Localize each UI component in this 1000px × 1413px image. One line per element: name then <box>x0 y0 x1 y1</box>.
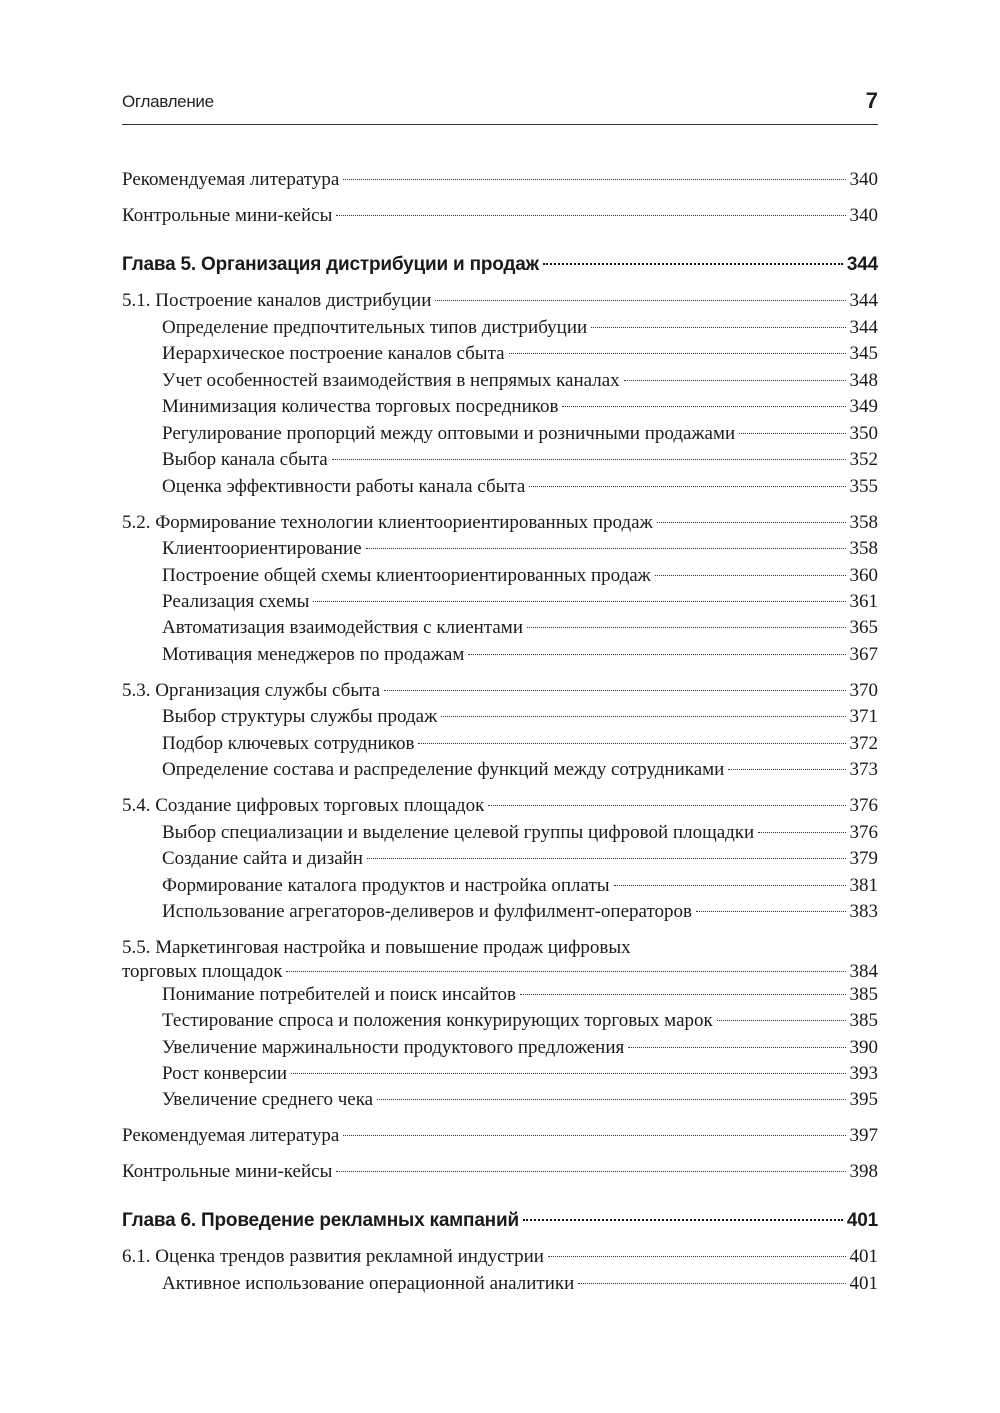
toc-subsection-entry[interactable] <box>122 643 878 667</box>
toc-entry-title: Клиентоориентирование <box>162 538 362 559</box>
header-title: Оглавление <box>122 92 214 111</box>
toc-page-number: 381 <box>849 875 878 896</box>
toc-entry-title: Глава 6. Проведение рекламных кампаний <box>122 1210 519 1231</box>
dot-leader <box>520 994 846 995</box>
toc-page-number: 401 <box>849 1273 878 1294</box>
toc-page-number: 340 <box>849 169 878 190</box>
dot-leader <box>343 179 845 180</box>
dot-leader <box>529 486 845 487</box>
dot-leader <box>543 263 843 265</box>
toc-subsection-entry[interactable] <box>122 900 878 924</box>
toc-entry-title: Понимание потребителей и поиск инсайтов <box>162 984 516 1005</box>
dot-leader <box>591 327 845 328</box>
dot-leader <box>657 522 846 523</box>
toc-section-entry[interactable] <box>122 289 878 313</box>
toc-subsection-entry[interactable] <box>122 537 878 561</box>
toc-page-number: 393 <box>849 1063 878 1084</box>
toc-entry-title: Выбор специализации и выделение целевой группы цифровой площадки <box>162 822 755 843</box>
toc-subsection-entry[interactable] <box>122 821 878 845</box>
toc-entry-title: Рекомендуемая литература <box>122 1125 340 1146</box>
toc-entry-title: Использование агрегаторов-деливеров и фулфилмент-операторов <box>162 901 692 922</box>
dot-leader <box>384 690 845 691</box>
toc-subsection-entry[interactable] <box>122 316 878 340</box>
dot-leader <box>435 300 845 301</box>
toc-entry-title: Контрольные мини-кейсы <box>122 205 333 226</box>
dot-leader <box>336 215 845 216</box>
dot-leader <box>286 971 845 972</box>
dot-leader <box>527 627 846 628</box>
toc-entry-title: Учет особенностей взаимодействия в непрямых каналах <box>162 370 620 391</box>
dot-leader <box>418 743 845 744</box>
toc-chapter-entry[interactable] <box>122 253 878 277</box>
dot-leader <box>739 433 845 434</box>
toc-subsection-entry[interactable] <box>122 342 878 366</box>
dot-leader <box>728 769 845 770</box>
dot-leader <box>758 832 845 833</box>
toc-entry-title: 5.3. Организация службы сбыта <box>122 680 381 701</box>
dot-leader <box>488 805 845 806</box>
toc-entry-title: Тестирование спроса и положения конкурирующих торговых марок <box>162 1010 713 1031</box>
toc-page-number: 376 <box>849 795 878 816</box>
toc-page-number: 344 <box>849 317 878 338</box>
dot-leader <box>377 1099 845 1100</box>
dot-leader <box>578 1283 845 1284</box>
dot-leader <box>655 575 846 576</box>
toc-subsection-entry[interactable] <box>122 1062 878 1086</box>
toc-section-entry[interactable] <box>122 936 878 984</box>
toc-entry-title: Увеличение среднего чека <box>162 1089 374 1110</box>
toc-entry-title: Выбор канала сбыта <box>162 449 328 470</box>
running-header <box>122 88 878 125</box>
dot-leader <box>441 716 845 717</box>
toc-subsection-entry[interactable] <box>122 369 878 393</box>
toc-page-number: 373 <box>849 759 878 780</box>
dot-leader <box>332 459 846 460</box>
toc-page-number: 352 <box>849 449 878 470</box>
toc-entry-title: 5.2. Формирование технологии клиентоориентированных продаж <box>122 512 653 533</box>
dot-leader <box>562 406 845 407</box>
toc-page-number: 355 <box>849 476 878 497</box>
dot-leader <box>548 1256 846 1257</box>
dot-leader <box>509 353 846 354</box>
toc-entry-title: Реализация схемы <box>162 591 310 612</box>
toc-subsection-entry[interactable] <box>122 475 878 499</box>
toc-entry-title: Оценка эффективности работы канала сбыта <box>162 476 526 497</box>
toc-page-number: 358 <box>849 538 878 559</box>
toc-page-number: 385 <box>849 984 878 1005</box>
toc-entry-title: Подбор ключевых сотрудников <box>162 733 415 754</box>
toc-entry-title: Контрольные мини-кейсы <box>122 1161 333 1182</box>
toc-subsection-entry[interactable] <box>122 705 878 729</box>
toc-entry-title: Мотивация менеджеров по продажам <box>162 644 465 665</box>
toc-subsection-entry[interactable] <box>122 448 878 472</box>
toc-entry-title-continued: торговых площадок <box>122 961 283 982</box>
toc-page-number: 370 <box>849 680 878 701</box>
toc-subsection-entry[interactable] <box>122 1088 878 1112</box>
toc-section-entry[interactable] <box>122 679 878 703</box>
toc-entry-title: 5.1. Построение каналов дистрибуции <box>122 290 432 311</box>
toc-page-number: 367 <box>849 644 878 665</box>
toc-page-number: 384 <box>849 961 878 982</box>
toc-page-number: 350 <box>849 423 878 444</box>
toc-subsection-entry[interactable] <box>122 564 878 588</box>
toc-subsection-entry[interactable] <box>122 1009 878 1033</box>
dot-leader <box>523 1219 843 1221</box>
toc-subsection-entry[interactable] <box>122 847 878 871</box>
toc-subsection-entry[interactable] <box>122 590 878 614</box>
dot-leader <box>313 601 845 602</box>
toc-entry-title: Выбор структуры службы продаж <box>162 706 438 727</box>
toc-entry-title: Определение предпочтительных типов дистрибуции <box>162 317 588 338</box>
toc-page-number: 401 <box>846 1210 878 1231</box>
toc-subsection-entry[interactable] <box>122 758 878 782</box>
toc-entry-title: Формирование каталога продуктов и настройка оплаты <box>162 875 610 896</box>
dot-leader <box>624 380 846 381</box>
toc-page-number: 401 <box>849 1246 878 1267</box>
toc-page-number: 348 <box>849 370 878 391</box>
toc-page-number: 390 <box>849 1037 878 1058</box>
toc-page-number: 385 <box>849 1010 878 1031</box>
toc-page-number: 358 <box>849 512 878 533</box>
toc-entry-title: 6.1. Оценка трендов развития рекламной индустрии <box>122 1246 544 1267</box>
dot-leader <box>367 858 846 859</box>
toc-entry-title: Определение состава и распределение функций между сотрудниками <box>162 759 725 780</box>
toc-entry-title: 5.4. Создание цифровых торговых площадок <box>122 795 485 816</box>
toc-entry-title: Рост конверсии <box>162 1063 288 1084</box>
toc-subsection-entry[interactable] <box>122 874 878 898</box>
toc-page-number: 383 <box>849 901 878 922</box>
toc-section-entry[interactable] <box>122 1124 878 1148</box>
dot-leader <box>291 1073 845 1074</box>
toc-page-number: 344 <box>849 290 878 311</box>
toc-section-entry[interactable] <box>122 1245 878 1269</box>
toc-page-number: 344 <box>846 254 878 275</box>
toc-page-number: 376 <box>849 822 878 843</box>
toc-entry-title: Создание сайта и дизайн <box>162 848 363 869</box>
toc-page-number: 397 <box>849 1125 878 1146</box>
toc-entry-title: 5.5. Маркетинговая настройка и повышение продаж цифровых <box>122 937 631 958</box>
toc-entry-title: Минимизация количества торговых посредников <box>162 396 559 417</box>
toc-subsection-entry[interactable] <box>122 422 878 446</box>
toc-section-entry[interactable] <box>122 511 878 535</box>
toc-subsection-entry[interactable] <box>122 1036 878 1060</box>
toc-subsection-entry[interactable] <box>122 983 878 1007</box>
toc-entry-title: Активное использование операционной аналитики <box>162 1273 575 1294</box>
toc-page-number: 398 <box>849 1161 878 1182</box>
toc-page-number: 345 <box>849 343 878 364</box>
toc-page-number: 372 <box>849 733 878 754</box>
toc-page-number: 379 <box>849 848 878 869</box>
toc-entry-title: Рекомендуемая литература <box>122 169 340 190</box>
toc-section-entry[interactable] <box>122 168 878 192</box>
dot-leader <box>717 1020 846 1021</box>
toc-page-number: 360 <box>849 565 878 586</box>
dot-leader <box>614 885 846 886</box>
toc-section-entry[interactable] <box>122 204 878 228</box>
toc-entry-title: Увеличение маржинальности продуктового предложения <box>162 1037 625 1058</box>
toc-section-entry[interactable] <box>122 1160 878 1184</box>
toc-page-number: 361 <box>849 591 878 612</box>
toc-page-number: 365 <box>849 617 878 638</box>
toc-entry-title: Глава 5. Организация дистрибуции и продаж <box>122 254 539 275</box>
dot-leader <box>628 1047 845 1048</box>
toc-section-entry[interactable] <box>122 794 878 818</box>
toc-page-number: 340 <box>849 205 878 226</box>
toc-page-number: 371 <box>849 706 878 727</box>
dot-leader <box>696 911 846 912</box>
toc-page-number: 395 <box>849 1089 878 1110</box>
toc-entry-title: Построение общей схемы клиентоориентированных продаж <box>162 565 651 586</box>
dot-leader <box>366 548 846 549</box>
dot-leader <box>468 654 845 655</box>
toc-subsection-entry[interactable] <box>122 732 878 756</box>
toc-subsection-entry[interactable] <box>122 616 878 640</box>
dot-leader <box>336 1171 845 1172</box>
header-page-number: 7 <box>865 88 878 113</box>
toc-entry-title: Автоматизация взаимодействия с клиентами <box>162 617 523 638</box>
toc-subsection-entry[interactable] <box>122 1272 878 1296</box>
dot-leader <box>343 1135 845 1136</box>
toc-subsection-entry[interactable] <box>122 395 878 419</box>
toc-chapter-entry[interactable] <box>122 1209 878 1233</box>
toc-entry-title: Регулирование пропорций между оптовыми и розничными продажами <box>162 423 736 444</box>
toc-page-number: 349 <box>849 396 878 417</box>
toc-entry-title: Иерархическое построение каналов сбыта <box>162 343 505 364</box>
